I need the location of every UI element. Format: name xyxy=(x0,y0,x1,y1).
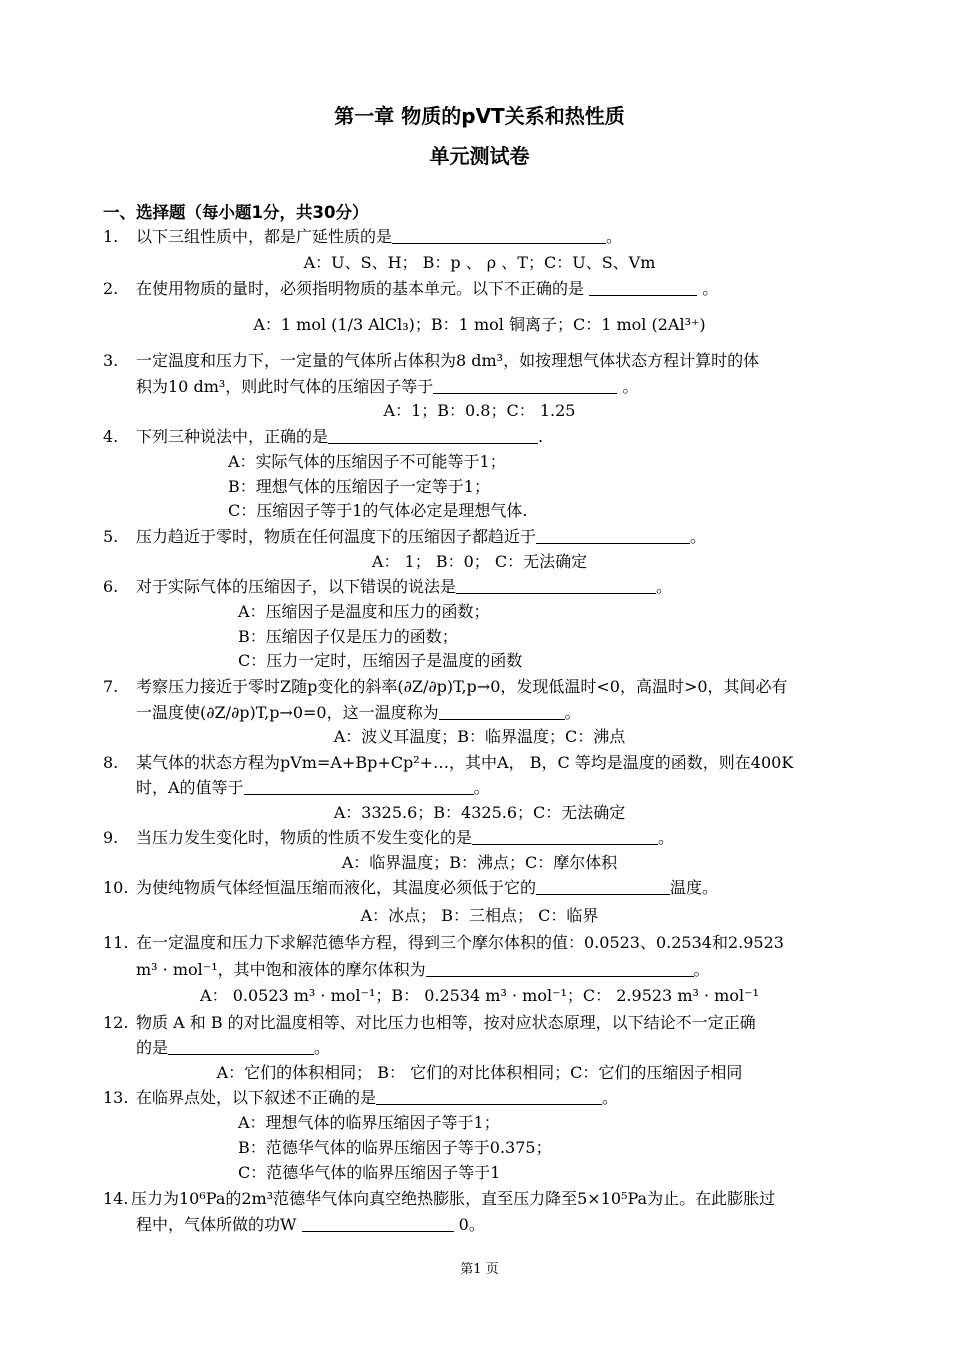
question-number: 3. xyxy=(103,351,119,370)
question-number: 4. xyxy=(103,427,119,446)
option-13a: A：理想气体的临界压缩因子等于1； xyxy=(238,1113,500,1132)
options-12: A：它们的体积相同； B： 它们的对比体积相同；C：它们的压缩因子相同 xyxy=(216,1063,743,1082)
options-7: A：波义耳温度；B：临界温度；C：沸点 xyxy=(333,727,626,746)
question-8-cont: 时，A的值等于 。 xyxy=(136,778,490,797)
question-number: 6. xyxy=(103,577,119,596)
question-number: 5. xyxy=(103,527,119,546)
question-6: 对于实际气体的压缩因子，以下错误的说法是 。 xyxy=(136,577,673,596)
question-number: 9. xyxy=(103,828,119,847)
option-13c: C：范德华气体的临界压缩因子等于1 xyxy=(238,1163,501,1182)
question-13: 在临界点处，以下叙述不正确的是 。 xyxy=(136,1088,619,1107)
question-7-cont: 一温度使(∂Z/∂p)T,p→0=0，这一温度称为 。 xyxy=(136,703,581,722)
options-5: A： 1； B：0； C：无法确定 xyxy=(371,552,588,571)
question-11: 在一定温度和压力下求解范德华方程，得到三个摩尔体积的值：0.0523、0.2534和2.9523 xyxy=(136,933,784,952)
question-10: 为使纯物质气体经恒温压缩而液化，其温度必须低于它的 温度。 xyxy=(136,878,719,897)
question-number: 8. xyxy=(103,753,119,772)
question-number: 12. xyxy=(103,1013,129,1032)
question-2: 在使用物质的量时，必须指明物质的基本单元。以下不正确的是 。 xyxy=(136,279,719,298)
question-4: 下列三种说法中，正确的是 . xyxy=(136,427,544,446)
question-5: 压力趋近于零时，物质在任何温度下的压缩因子都趋近于 。 xyxy=(136,527,707,546)
chapter-title: 第一章 物质的pVT关系和热性质 xyxy=(334,104,625,128)
option-6c: C：压力一定时，压缩因子是温度的函数 xyxy=(238,651,523,670)
options-10: A：冰点； B：三相点； C：临界 xyxy=(360,906,599,925)
question-3-cont: 积为10 dm³，则此时气体的压缩因子等于 。 xyxy=(136,377,639,396)
options-8: A：3325.6；B：4325.6；C：无法确定 xyxy=(333,803,626,822)
question-number: 11. xyxy=(103,933,129,952)
question-3: 一定温度和压力下，一定量的气体所占体积为8 dm³，如按理想气体状态方程计算时的体 xyxy=(136,351,760,370)
question-7: 考察压力接近于零时Z随p变化的斜率(∂Z/∂p)T,p→0，发现低温时<0，高温时>0，其间必有 xyxy=(136,677,788,696)
option-6b: B：压缩因子仅是压力的函数； xyxy=(238,627,458,646)
options-1: A：U、S、H； B：p 、 ρ 、T；C：U、S、Vm xyxy=(303,253,656,272)
question-12: 物质 A 和 B 的对比温度相等、对比压力也相等，按对应状态原理，以下结论不一定正确 xyxy=(136,1013,756,1032)
option-4c: C：压缩因子等于1的气体必定是理想气体. xyxy=(228,501,528,520)
question-number: 7. xyxy=(103,677,119,696)
question-12-cont: 的是 。 xyxy=(136,1038,331,1057)
question-number: 13. xyxy=(103,1088,129,1107)
question-11-cont: m³ · mol⁻¹，其中饱和液体的摩尔体积为 。 xyxy=(136,960,710,979)
option-6a: A：压缩因子是温度和压力的函数； xyxy=(238,602,490,621)
question-number: 10. xyxy=(103,878,129,897)
question-14-cont: 程中，气体所做的功W 0。 xyxy=(136,1215,485,1234)
page-number: 第1 页 xyxy=(460,1262,499,1277)
option-4a: A：实际气体的压缩因子不可能等于1； xyxy=(228,452,506,471)
question-number: 2. xyxy=(103,279,119,298)
question-9: 当压力发生变化时，物质的性质不发生变化的是 。 xyxy=(136,828,675,847)
question-8: 某气体的状态方程为pVm=A+Bp+Cp²+…，其中A， B，C 等均是温度的函数，则在400K xyxy=(136,753,794,772)
question-number: 1. xyxy=(103,227,119,246)
section-heading: 一、选择题（每小题1分，共30分） xyxy=(103,203,369,222)
question-1: 以下三组性质中，都是广延性质的是 。 xyxy=(136,227,623,246)
options-3: A：1；B：0.8；C： 1.25 xyxy=(383,401,576,420)
options-9: A：临界温度；B：沸点；C：摩尔体积 xyxy=(341,853,618,872)
options-11: A： 0.0523 m³ · mol⁻¹；B： 0.2534 m³ · mol⁻¹；C： 2.9523 m³ · mol⁻¹ xyxy=(200,986,759,1005)
question-14: 压力为10⁶Pa的2m³范德华气体向真空绝热膨胀，直至压力降至5×10⁵Pa为止。在此膨胀过 xyxy=(131,1189,776,1208)
question-number: 14. xyxy=(103,1189,129,1208)
test-title: 单元测试卷 xyxy=(429,144,530,168)
options-2: A：1 mol (1/3 AlCl₃)；B：1 mol 铜离子；C：1 mol (2Al³⁺) xyxy=(253,315,706,334)
option-4b: B：理想气体的压缩因子一定等于1； xyxy=(228,477,490,496)
option-13b: B：范德华气体的临界压缩因子等于0.375； xyxy=(238,1138,552,1157)
